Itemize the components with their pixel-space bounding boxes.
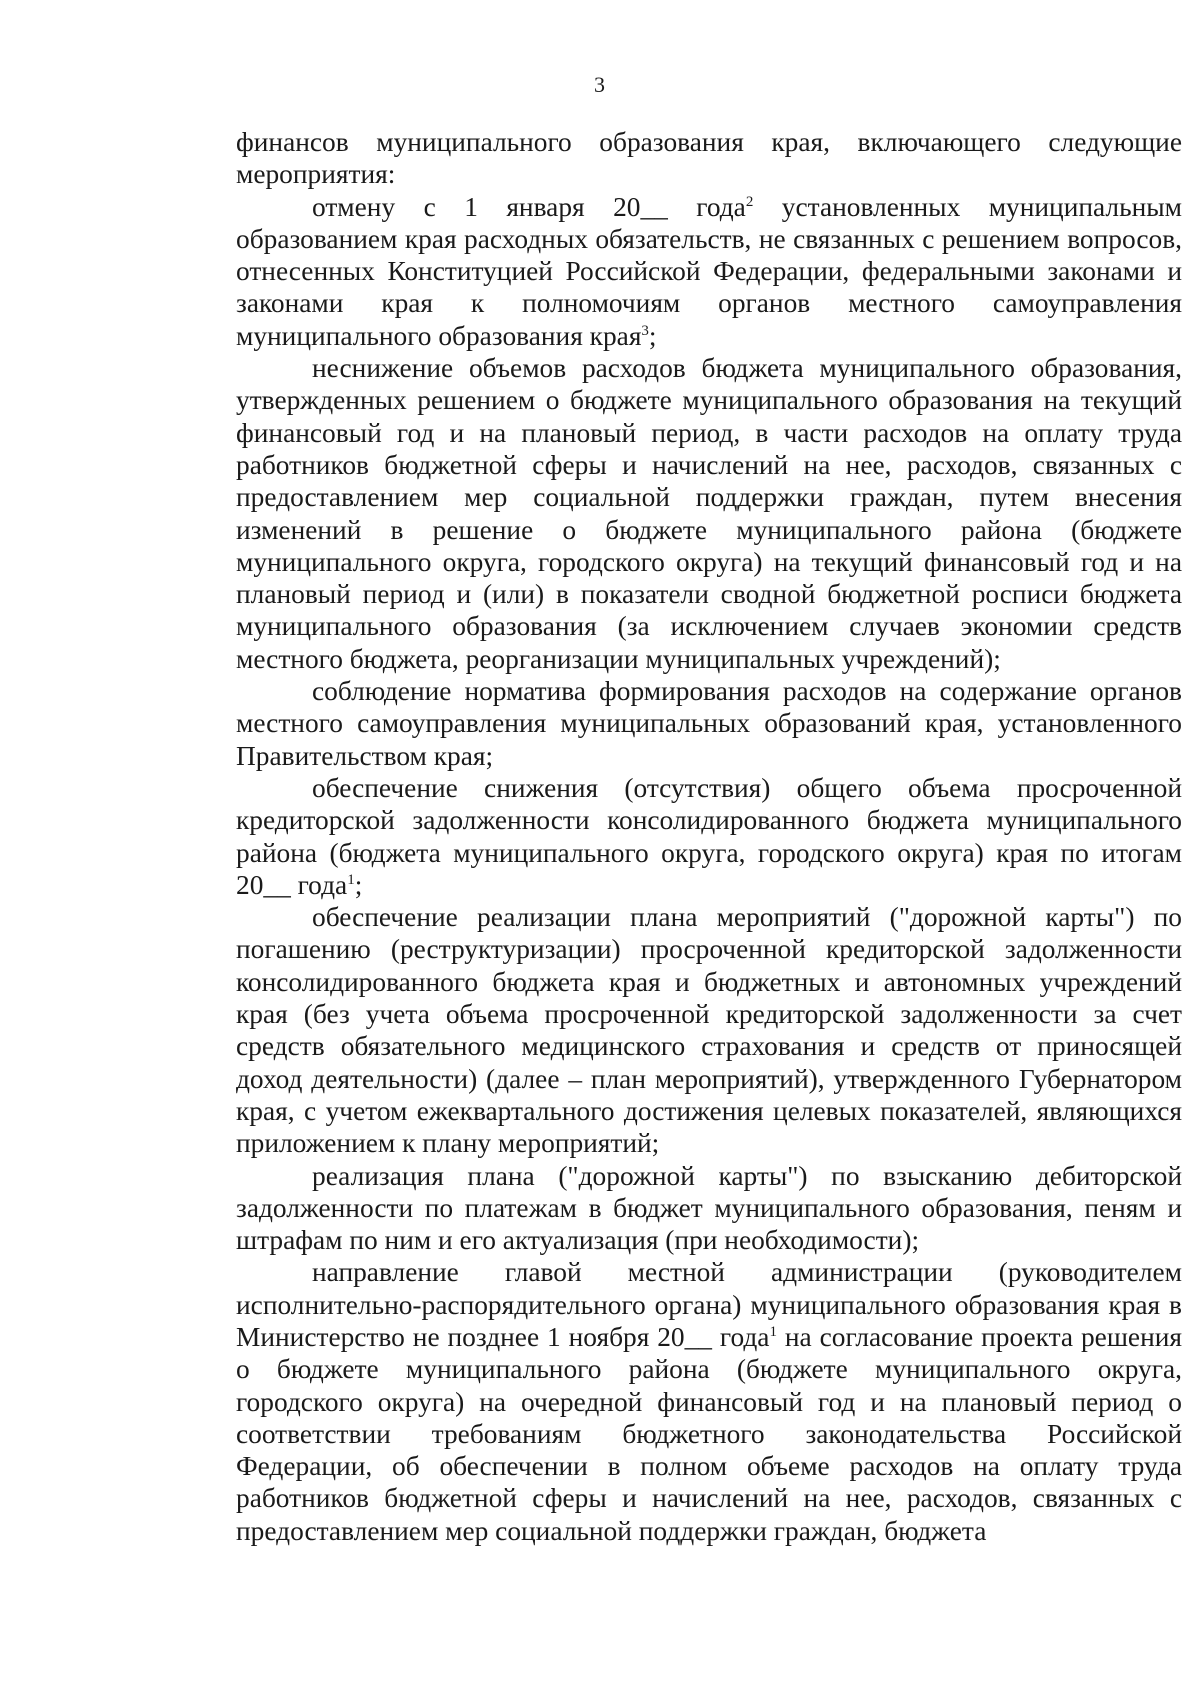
paragraph-roadmap: обеспечение реализации плана мероприятий ("дорожной карты") по погашению (реструктуризации) просроченной кредиторской задолженности консолидированного бюджета края и бюджетных и автономных учреждений края (без учета объема просроченной кредиторской задолженности за счет средств обязательного медицинского страхования и средств от приносящей доход деятельности) (далее – план мероприятий), утвержденного Губернатором края, с учетом ежеквартального достижения целевых показателей, являющихся приложением к плану мероприятий; [236,902,1182,1159]
footnote-marker: 3 [641,322,649,339]
paragraph-text: обеспечение снижения (отсутствия) общего объема просроченной кредиторской задолженности консолидированного бюджета муниципального района (бюджета муниципального округа, городского округа) края по итогам 20__ года [236,772,1182,900]
footnote-marker: 1 [347,871,355,888]
document-body [236,126,1182,1547]
paragraph-text: ; [648,320,657,351]
footnote-marker: 1 [769,1323,777,1340]
footnote-marker: 2 [745,193,754,210]
paragraph-text: направление главой местной администрации (руководителем исполнительно-распорядительного органа) муниципального образования края в Министерство не позднее 1 ноября 20__ года [236,1257,1182,1352]
paragraph-text: установленных муниципальным образованием края расходных обязательств, не связанных с решением вопросов, отнесенных Конституцией Российской Федерации, федеральными законами и законами края к полномочиям органов местного самоуправления муниципального образования края [236,191,1182,351]
paragraph-text: ; [354,869,363,900]
paragraph-receivables: реализация плана ("дорожной карты") по взысканию дебиторской задолженности по платежам в бюджет муниципального образования, пеням и штрафам по ним и его актуализация (при необходимости); [236,1160,1182,1256]
paragraph-budget-submission [236,1256,1182,1547]
paragraph-text: отмену с 1 января 20__ года [312,191,746,222]
paragraph-debt-reduction [236,772,1182,901]
page-number: 3 [594,72,606,97]
paragraph-cancel-obligations [236,191,1182,352]
paragraph-expenses: неснижение объемов расходов бюджета муниципального образования, утвержденных решением о бюджете муниципального образования на текущий финансовый год и на плановый период, в части расходов на оплату труда работников бюджетной сферы и начислений на нее, расходов, связанных с предоставлением мер социальной поддержки граждан, путем внесения изменений в решение о бюджете муниципального района (бюджете муниципального округа, городского округа) на текущий финансовый год и на плановый период и (или) в показатели сводной бюджетной росписи бюджета муниципального образования (за исключением случаев экономии средств местного бюджета, реорганизации муниципальных учреждений); [236,353,1182,674]
paragraph-standard: соблюдение норматива формирования расходов на содержание органов местного самоуправления муниципальных образований края, установленного Правительством края; [236,676,1182,771]
paragraph-continuation: финансов муниципального образования края, включающего следующие мероприятия: [236,127,1182,190]
paragraph-text: на согласование проекта решения о бюджете муниципального района (бюджете муниципального округа, городского округа) на очередной финансовый год и на плановый период о соответствии требованиям бюджетного законодательства Российской Федерации, об обеспечении в полном объеме расходов на оплату труда работников бюджетной сферы и начислений на нее, расходов, связанных с предоставлением мер социальной поддержки граждан, бюджета [236,1321,1182,1546]
